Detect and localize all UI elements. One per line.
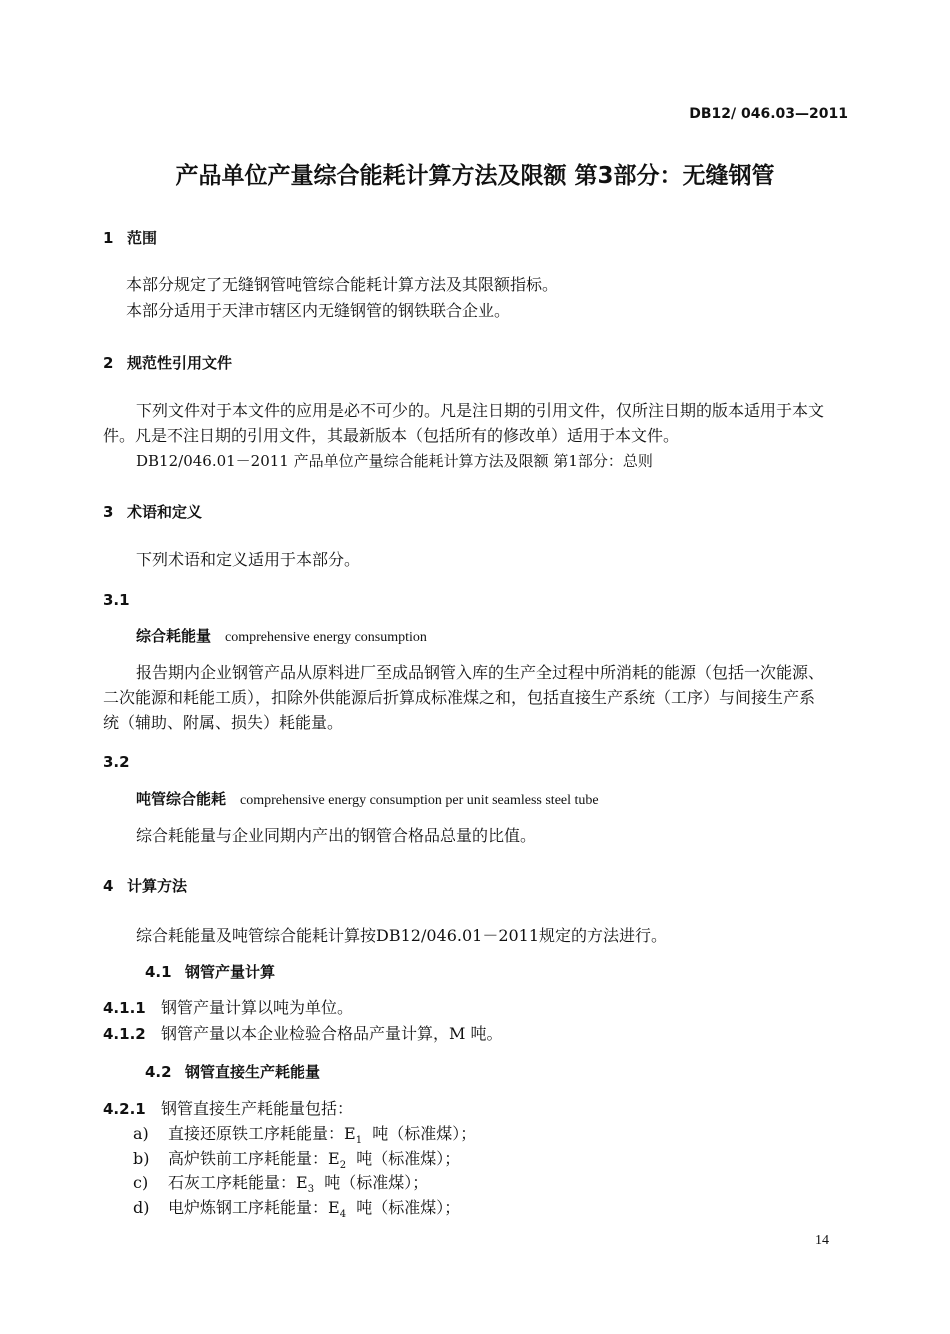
- section-number: 4: [103, 877, 114, 895]
- list-text: 电炉炼钢工序耗能量：: [168, 1198, 329, 1217]
- unit: 吨（标准煤）；: [324, 1173, 429, 1192]
- paragraph: 本部分适用于天津市辖区内无缝钢管的钢铁联合企业。: [126, 301, 511, 320]
- subsection-4-1-heading: [145, 962, 275, 982]
- symbol: E: [328, 1198, 340, 1217]
- symbol: E: [296, 1173, 308, 1192]
- section-title: 规范性引用文件: [127, 354, 233, 372]
- section-number: 1: [103, 229, 114, 247]
- term-zh: 综合耗能量: [136, 627, 212, 645]
- normative-reference: DB12/046.01－2011 产品单位产量综合能耗计算方法及限额 第1部分：总则: [136, 452, 653, 470]
- term: [136, 626, 427, 648]
- list-text: 直接还原铁工序耗能量：: [168, 1124, 345, 1143]
- section-2-heading: [103, 353, 232, 373]
- clause-text: 钢管产量计算以吨为单位。: [161, 998, 354, 1017]
- paragraph: 本部分规定了无缝钢管吨管综合能耗计算方法及其限额指标。: [126, 275, 559, 294]
- clause: [103, 1099, 353, 1119]
- section-4-heading: [103, 876, 187, 896]
- section-title: 范围: [127, 229, 158, 247]
- section-number: 4.1: [145, 963, 172, 981]
- definition: 统（辅助、附属、损失）耗能量。: [103, 713, 344, 732]
- symbol-subscript: 2: [339, 1160, 347, 1172]
- list-label: c): [133, 1173, 149, 1192]
- symbol: E: [328, 1149, 340, 1168]
- paragraph: 综合耗能量及吨管综合能耗计算按DB12/046.01－2011规定的方法进行。: [136, 926, 668, 945]
- term-zh: 吨管综合能耗: [136, 790, 227, 808]
- clause-number: 4.1.2: [103, 1025, 146, 1043]
- list-label: b): [133, 1149, 150, 1168]
- list-text: 石灰工序耗能量：: [168, 1173, 297, 1192]
- symbol: E: [344, 1124, 356, 1143]
- section-number: 3: [103, 503, 114, 521]
- term-en: comprehensive energy consumption per unit seamless steel tube: [240, 793, 599, 808]
- clause-text: 钢管产量以本企业检验合格品产量计算，M 吨。: [161, 1024, 503, 1043]
- symbol-subscript: 3: [307, 1184, 315, 1196]
- definition: 综合耗能量与企业同期内产出的钢管合格品总量的比值。: [136, 826, 537, 845]
- paragraph: 下列术语和定义适用于本部分。: [136, 550, 361, 569]
- paragraph: 件。凡是不注日期的引用文件，其最新版本（包括所有的修改单）适用于本文件。: [103, 426, 680, 445]
- list-label: a): [133, 1124, 149, 1143]
- list-item: [133, 1173, 428, 1200]
- section-title: 钢管直接生产耗能量: [185, 1063, 321, 1081]
- clause-number: 3.1: [103, 591, 130, 609]
- section-title: 术语和定义: [127, 503, 203, 521]
- term: [136, 789, 599, 811]
- document-code: DB12/ 046.03—2011: [689, 106, 848, 122]
- page-title: 产品单位产量综合能耗计算方法及限额 第3部分：无缝钢管: [175, 163, 775, 189]
- clause: [103, 1024, 502, 1044]
- symbol-subscript: 1: [355, 1135, 363, 1147]
- section-3-heading: [103, 502, 202, 522]
- symbol-subscript: 4: [339, 1209, 347, 1221]
- definition: 二次能源和耗能工质），扣除外供能源后折算成标准煤之和，包括直接生产系统（工序）与间接生产系: [103, 688, 816, 707]
- clause: [103, 998, 353, 1018]
- paragraph: 下列文件对于本文件的应用是必不可少的。凡是注日期的引用文件，仅所注日期的版本适用于本文: [136, 401, 825, 420]
- subsection-4-2-heading: [145, 1062, 320, 1082]
- clause-number: 4.1.1: [103, 999, 146, 1017]
- clause-text: 钢管直接生产耗能量包括：: [161, 1099, 354, 1118]
- list-item: [133, 1198, 460, 1225]
- section-1-heading: [103, 228, 157, 248]
- section-title: 计算方法: [127, 877, 188, 895]
- list-label: d): [133, 1198, 150, 1217]
- unit: 吨（标准煤）；: [372, 1124, 477, 1143]
- definition: 报告期内企业钢管产品从原料进厂至成品钢管入库的生产全过程中所消耗的能源（包括一次能源、: [136, 663, 825, 682]
- section-title: 钢管产量计算: [185, 963, 276, 981]
- list-text: 高炉铁前工序耗能量：: [168, 1149, 329, 1168]
- term-en: comprehensive energy consumption: [225, 630, 427, 645]
- list-item: [133, 1124, 476, 1151]
- clause-number: 4.2.1: [103, 1100, 146, 1118]
- section-number: 2: [103, 354, 114, 372]
- unit: 吨（标准煤）；: [356, 1149, 461, 1168]
- clause-number: 3.2: [103, 753, 130, 771]
- page-number: 14: [815, 1233, 829, 1248]
- section-number: 4.2: [145, 1063, 172, 1081]
- unit: 吨（标准煤）；: [356, 1198, 461, 1217]
